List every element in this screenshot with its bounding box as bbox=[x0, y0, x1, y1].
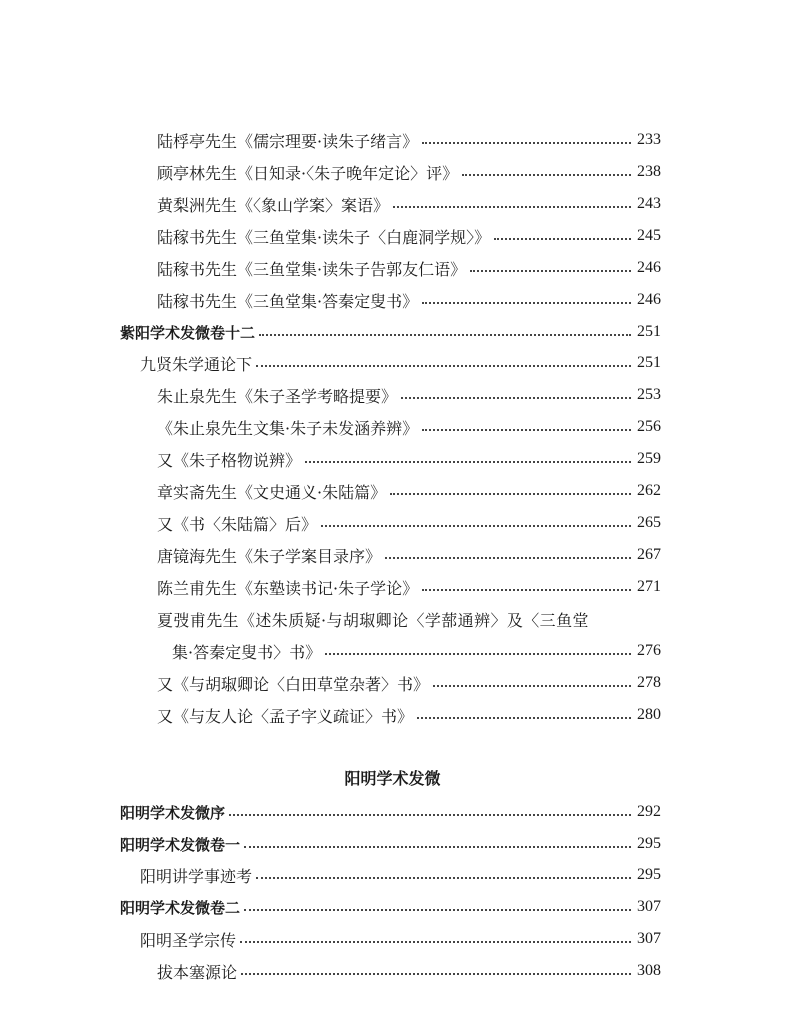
toc-entry-title: 陆稼书先生《三鱼堂集·答秦定叟书》 bbox=[157, 291, 419, 311]
dot-leader bbox=[470, 270, 631, 272]
toc-entry bbox=[157, 412, 661, 442]
toc-entry-page: 295 bbox=[637, 835, 661, 852]
dot-leader bbox=[401, 397, 631, 399]
dot-leader bbox=[422, 142, 631, 144]
toc-entry-page: 265 bbox=[637, 514, 661, 531]
toc-entry bbox=[157, 572, 661, 602]
toc-entry-page: 243 bbox=[637, 195, 661, 212]
dot-leader bbox=[241, 973, 631, 975]
toc-chapter-entry bbox=[140, 924, 661, 954]
toc-entry-page: 292 bbox=[637, 803, 661, 820]
toc-entry-title: 阳明讲学事迹考 bbox=[140, 866, 253, 886]
toc-entry-title: 顾亭林先生《日知录·〈朱子晚年定论〉评》 bbox=[157, 163, 459, 183]
dot-leader bbox=[433, 685, 631, 687]
toc-entry bbox=[157, 221, 661, 251]
toc-entry-title: 又《朱子格物说辨》 bbox=[157, 450, 302, 470]
toc-entry bbox=[157, 253, 661, 283]
toc-entry-page: 259 bbox=[637, 450, 661, 467]
toc-entry bbox=[157, 444, 661, 474]
toc-entry-page: 253 bbox=[637, 386, 661, 403]
toc-entry bbox=[157, 285, 661, 315]
toc-entry-page: 245 bbox=[637, 227, 661, 244]
toc-entry bbox=[157, 668, 661, 698]
dot-leader bbox=[462, 174, 631, 176]
toc-entry-title: 陈兰甫先生《东塾读书记·朱子学论》 bbox=[157, 578, 419, 598]
dot-leader bbox=[321, 525, 631, 527]
toc-volume-entry bbox=[120, 829, 661, 859]
toc-entry-first-line bbox=[157, 604, 661, 634]
toc-entry-page: 307 bbox=[637, 898, 661, 915]
toc-entry-title: 陆稼书先生《三鱼堂集·读朱子告郭友仁语》 bbox=[157, 259, 467, 279]
toc-entry-page: 251 bbox=[637, 354, 661, 371]
toc-entry-title: 朱止泉先生《朱子圣学考略提要》 bbox=[157, 386, 398, 406]
toc-entry-page: 271 bbox=[637, 578, 661, 595]
toc-entry-title: 夏弢甫先生《述朱质疑·与胡琡卿论〈学蔀通辨〉及〈三鱼堂 bbox=[157, 610, 589, 630]
toc-entry-title: 紫阳学术发微卷十二 bbox=[120, 323, 256, 342]
toc-entry-page: 246 bbox=[637, 259, 661, 276]
toc-entry bbox=[157, 700, 661, 730]
dot-leader bbox=[393, 206, 631, 208]
dot-leader bbox=[417, 717, 631, 719]
dot-leader bbox=[422, 589, 631, 591]
dot-leader bbox=[244, 909, 631, 911]
dot-leader bbox=[244, 846, 631, 848]
toc-entry bbox=[157, 540, 661, 570]
dot-leader bbox=[422, 429, 631, 431]
toc-entry-page: 307 bbox=[637, 930, 661, 947]
dot-leader bbox=[385, 557, 631, 559]
toc-entry-page: 278 bbox=[637, 674, 661, 691]
toc-entry-page: 280 bbox=[637, 706, 661, 723]
toc-entry-title: 陆稼书先生《三鱼堂集·读朱子〈白鹿洞学规〉》 bbox=[157, 227, 491, 247]
toc-entry-title: 拔本塞源论 bbox=[157, 962, 238, 982]
dot-leader bbox=[256, 365, 631, 367]
toc-entry-title: 阳明学术发微序 bbox=[120, 803, 226, 822]
dot-leader bbox=[390, 493, 631, 495]
toc-entry-title: 章实斋先生《文史通义·朱陆篇》 bbox=[157, 482, 387, 502]
toc-entry bbox=[157, 476, 661, 506]
dot-leader bbox=[240, 941, 631, 943]
toc-entry-title: 集·答秦定叟书〉书》 bbox=[172, 642, 322, 662]
toc-chapter-entry bbox=[140, 348, 661, 378]
toc-volume-entry bbox=[120, 317, 661, 347]
toc-entry bbox=[157, 508, 661, 538]
toc-entry-title: 阳明圣学宗传 bbox=[140, 930, 237, 950]
toc-entry-title: 又《与友人论〈孟子字义疏证〉书》 bbox=[157, 706, 414, 726]
toc-entry bbox=[157, 956, 661, 986]
toc-entry-title: 阳明学术发微卷一 bbox=[120, 835, 241, 854]
section-heading: 阳明学术发微 bbox=[344, 769, 441, 788]
toc-entry-title: 唐镜海先生《朱子学案目录序》 bbox=[157, 546, 382, 566]
toc-entry-title: 又《书〈朱陆篇〉后》 bbox=[157, 514, 318, 534]
toc-entry-title: 陆桴亭先生《儒宗理要·读朱子绪言》 bbox=[157, 131, 419, 151]
toc-entry-title: 《朱止泉先生文集·朱子未发涵养辨》 bbox=[157, 418, 419, 438]
dot-leader bbox=[422, 302, 631, 304]
toc-entry-continuation bbox=[172, 636, 661, 666]
toc-entry-title: 又《与胡琡卿论〈白田草堂杂著〉书》 bbox=[157, 674, 430, 694]
toc-entry-page: 251 bbox=[637, 323, 661, 340]
dot-leader bbox=[259, 334, 631, 336]
toc-entry-page: 246 bbox=[637, 291, 661, 308]
toc-volume-entry bbox=[120, 892, 661, 922]
toc-entry-title: 黄梨洲先生《〈象山学案〉案语》 bbox=[157, 195, 390, 215]
toc-entry bbox=[157, 189, 661, 219]
toc-entry-page: 238 bbox=[637, 163, 661, 180]
toc-entry-title: 阳明学术发微卷二 bbox=[120, 898, 241, 917]
toc-entry-page: 267 bbox=[637, 546, 661, 563]
dot-leader bbox=[325, 653, 631, 655]
dot-leader bbox=[229, 814, 631, 816]
toc-entry-page: 262 bbox=[637, 482, 661, 499]
dot-leader bbox=[305, 461, 631, 463]
toc-entry-title: 九贤朱学通论下 bbox=[140, 354, 253, 374]
toc-entry-page: 256 bbox=[637, 418, 661, 435]
toc-entry bbox=[157, 157, 661, 187]
toc-volume-entry bbox=[120, 797, 661, 827]
dot-leader bbox=[256, 877, 631, 879]
toc-entry bbox=[157, 125, 661, 155]
toc-entry-page: 276 bbox=[637, 642, 661, 659]
toc-entry-page: 308 bbox=[637, 962, 661, 979]
toc-entry-page: 233 bbox=[637, 131, 661, 148]
toc-entry-page: 295 bbox=[637, 866, 661, 883]
toc-entry bbox=[157, 380, 661, 410]
dot-leader bbox=[494, 238, 631, 240]
toc-chapter-entry bbox=[140, 860, 661, 890]
